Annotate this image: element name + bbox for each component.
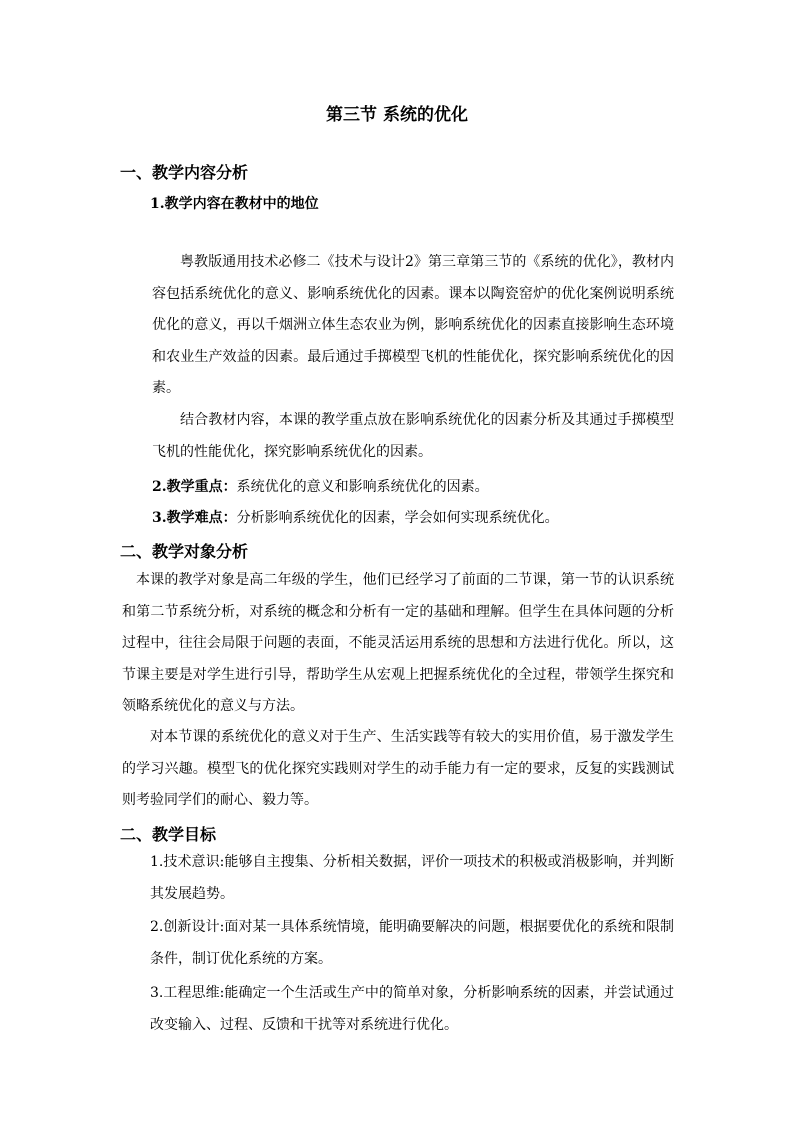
page-title: 第三节 系统的优化 [326, 105, 468, 125]
subheading-textbook-position: 1.教学内容在教材中的地位 [150, 196, 319, 212]
teaching-difficulty-label: 3.教学难点： [152, 510, 237, 526]
teaching-key-point-label: 2.教学重点： [152, 479, 237, 495]
paragraph-student-background: 本课的教学对象是高二年级的学生，他们已经学习了前面的二节课，第一节的认识系统和第二节系统分析，对系统的概念和分析有一定的基础和理解。但学生在具体问题的分析过程中，往往会局限于问题的表面，不能灵活运用系统的思想和方法进行优化。所以，这节课主要是对学生进行引导，帮助学生从宏观上把握系统优化的全过程，带领学生探究和领略系统优化的意义与方法。 [122, 572, 674, 714]
objective-item: 3.工程思维:能确定一个生活或生产中的简单对象，分析影响系统的因素，并尝试通过改变输入、过程、反馈和干扰等对系统进行优化。 [150, 985, 674, 1033]
objective-item: 2.创新设计:面对某一具体系统情境，能明确要解决的问题，根据要优化的系统和限制条件，制订优化系统的方案。 [150, 919, 674, 967]
teaching-key-point [152, 472, 674, 504]
objective-item: 1.技术意识:能够自主搜集、分析相关数据，评价一项技术的积极或消极影响，并判断其发展趋势。 [150, 854, 674, 902]
teaching-difficulty [152, 503, 674, 535]
teaching-difficulty-text: 分析影响系统优化的因素，学会如何实现系统优化。 [236, 510, 559, 526]
section-heading-objectives: 二、教学目标 [120, 825, 217, 844]
paragraph-student-interest: 对本节课的系统优化的意义对于生产、生活实践等有较大的实用价值，易于激发学生的学习兴趣。模型飞的优化探究实践则对学生的动手能力有一定的要求，反复的实践测试则考验同学们的耐心、毅力等。 [122, 729, 674, 808]
section-heading-student-analysis: 二、教学对象分析 [120, 542, 249, 561]
section-heading-content-analysis: 一、教学内容分析 [120, 163, 249, 182]
paragraph-teaching-focus-summary: 结合教材内容，本课的教学重点放在影响系统优化的因素分析及其通过手掷模型飞机的性能优化，探究影响系统优化的因素。 [152, 412, 674, 460]
teaching-key-point-text: 系统优化的意义和影响系统优化的因素。 [236, 479, 489, 495]
paragraph-textbook-overview: 粤教版通用技术必修二《技术与设计2》第三章第三节的《系统的优化》，教材内容包括系统优化的意义、影响系统优化的因素。课本以陶瓷窑炉的优化案例说明系统优化的意义，再以千烟洲立体生态农业为例，影响系统优化的因素直接影响生态环境和农业生产效益的因素。最后通过手掷模型飞机的性能优化，探究影响系统优化的因素。 [152, 254, 674, 396]
